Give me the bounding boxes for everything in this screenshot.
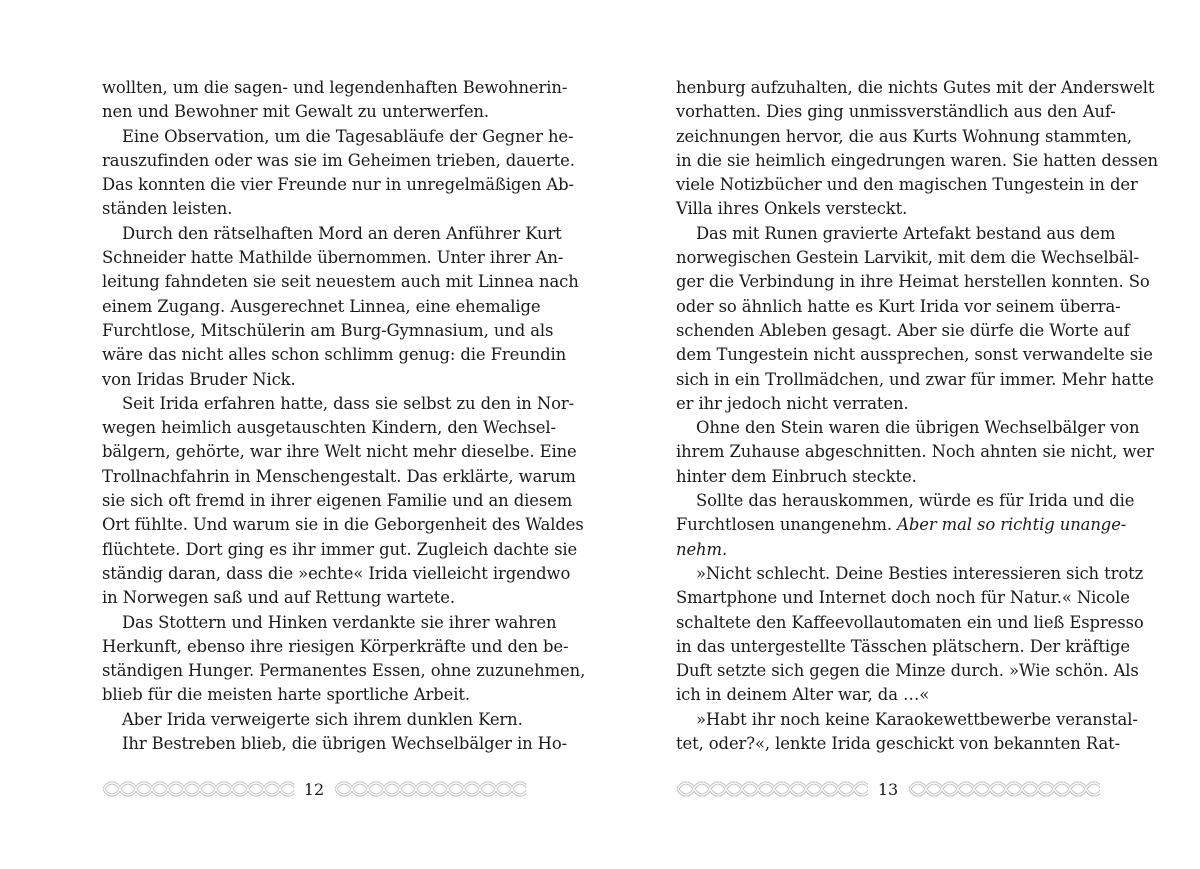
- text-segment: einem Zugang. Ausgerechnet Linnea, eine ehemalige: [102, 296, 541, 316]
- right-page-text: [676, 76, 1159, 756]
- text-segment: vorhatten. Dies ging unmissverständlich aus den Auf-: [676, 102, 1116, 122]
- italic-text: Aber mal so richtig unange-: [897, 515, 1127, 535]
- text-line: [676, 732, 1121, 756]
- text-line: [676, 125, 1133, 149]
- text-line: [102, 659, 586, 683]
- text-segment: Ort fühlte. Und warum sie in die Geborgenheit des Waldes: [102, 515, 584, 535]
- text-segment: leitung fahndeten sie seit neuestem auch mit Linnea nach: [102, 272, 579, 292]
- text-segment: .: [721, 539, 728, 559]
- text-line: [102, 683, 526, 707]
- ornament-knot-icon: [102, 780, 294, 798]
- ornament-knot-icon: [676, 780, 868, 798]
- text-line: [676, 149, 1159, 173]
- text-segment: ger die Verbindung in ihre Heimat herstellen konnten. So: [676, 272, 1150, 292]
- text-segment: nen und Bewohner mit Gewalt zu unterwerfen.: [102, 102, 489, 122]
- text-line: [676, 173, 1138, 197]
- text-line: [676, 319, 1130, 343]
- text-segment: Ohne den Stein waren die übrigen Wechselbälger von: [696, 418, 1140, 438]
- text-line: [676, 489, 1135, 513]
- text-line: [676, 270, 1150, 294]
- text-line: [676, 76, 1155, 100]
- text-line: [676, 538, 1100, 562]
- text-line: [676, 416, 1140, 440]
- text-segment: »Habt ihr noch keine Karaokewettbewerbe veranstal-: [696, 709, 1138, 729]
- text-line: [102, 149, 575, 173]
- text-segment: Herkunft, ebenso ihre riesigen Körperkräfte und den be-: [102, 636, 569, 656]
- text-segment: dem Tungestein nicht aussprechen, sonst verwandelte sie: [676, 345, 1153, 365]
- text-line: [676, 513, 1127, 537]
- text-line: [102, 513, 584, 537]
- text-segment: bälgern, gehörte, war ihre Welt nicht mehr dieselbe. Eine: [102, 442, 577, 462]
- text-segment: Furchtlosen unangenehm.: [676, 515, 898, 535]
- italic-text: nehm: [676, 539, 722, 559]
- text-segment: »Nicht schlecht. Deine Besties interessieren sich trotz: [696, 563, 1144, 583]
- text-line: [676, 440, 1154, 464]
- text-segment: Villa ihres Onkels versteckt.: [676, 199, 908, 219]
- text-line: [102, 538, 578, 562]
- page-number: 12: [303, 779, 325, 799]
- text-segment: oder so ähnlich hatte es Kurt Irida vor seinem überra-: [676, 296, 1121, 316]
- text-line: [676, 708, 1138, 732]
- text-segment: Seit Irida erfahren hatte, dass sie selbst zu den in Nor-: [122, 393, 575, 413]
- text-segment: ihrem Zuhause abgeschnitten. Noch ahnten sie nicht, wer: [676, 442, 1154, 462]
- text-segment: wegen heimlich ausgetauschten Kindern, den Wechsel-: [102, 418, 556, 438]
- right-page-footer: [676, 777, 1100, 801]
- ornament-knot-icon: [334, 780, 526, 798]
- text-segment: rauszufinden oder was sie im Geheimen trieben, dauerte.: [102, 150, 575, 170]
- text-line: [676, 222, 1116, 246]
- text-line: [102, 319, 554, 343]
- text-segment: Ihr Bestreben blieb, die übrigen Wechselbälger in Ho-: [122, 734, 568, 754]
- text-line: [102, 489, 573, 513]
- text-segment: er ihr jedoch nicht verraten.: [676, 393, 909, 413]
- text-segment: Furchtlose, Mitschülerin am Burg-Gymnasium, und als: [102, 320, 554, 340]
- text-segment: schaltete den Kaffeevollautomaten ein und ließ Espresso: [676, 612, 1144, 632]
- text-segment: Sollte das herauskommen, würde es für Irida und die: [696, 491, 1135, 511]
- text-segment: tet, oder?«, lenkte Irida geschickt von bekannten Rat-: [676, 734, 1121, 754]
- text-line: [676, 611, 1144, 635]
- text-line: [102, 246, 564, 270]
- text-segment: hinter dem Einbruch steckte.: [676, 466, 917, 486]
- text-segment: Durch den rätselhaften Mord an deren Anführer Kurt: [122, 223, 562, 243]
- text-line: [102, 270, 579, 294]
- text-line: [676, 683, 1100, 707]
- text-line: [102, 611, 557, 635]
- text-line: [676, 368, 1154, 392]
- text-segment: ständen leisten.: [102, 199, 233, 219]
- text-segment: Trollnachfahrin in Menschengestalt. Das erklärte, warum: [102, 466, 576, 486]
- text-segment: wollten, um die sagen- und legendenhaften Bewohnerin-: [102, 78, 568, 97]
- text-segment: in Norwegen saß und auf Rettung wartete.: [102, 588, 455, 608]
- text-line: [102, 465, 576, 489]
- text-segment: ständig daran, dass die »echte« Irida vielleicht irgendwo: [102, 563, 571, 583]
- text-line: [676, 635, 1131, 659]
- text-line: [102, 586, 526, 610]
- text-line: [676, 246, 1140, 270]
- text-segment: schenden Ableben gesagt. Aber sie dürfe die Worte auf: [676, 320, 1130, 340]
- text-line: [102, 343, 567, 367]
- text-segment: in das untergestellte Tässchen plätschern. Der kräftige: [676, 636, 1131, 656]
- text-line: [102, 562, 571, 586]
- left-page-footer: [102, 777, 526, 801]
- text-line: [102, 440, 577, 464]
- text-line: [676, 197, 1100, 221]
- text-line: [676, 465, 1100, 489]
- text-line: [102, 173, 574, 197]
- text-line: [102, 368, 526, 392]
- text-line: [102, 125, 574, 149]
- text-segment: Eine Observation, um die Tagesabläufe der Gegner he-: [122, 126, 574, 146]
- text-line: [676, 562, 1144, 586]
- text-line: [102, 635, 569, 659]
- text-line: [676, 392, 1100, 416]
- text-segment: ständigen Hunger. Permanentes Essen, ohne zuzunehmen,: [102, 661, 586, 681]
- text-segment: wäre das nicht alles schon schlimm genug: die Freundin: [102, 345, 567, 365]
- text-line: [102, 76, 568, 100]
- text-line: [676, 100, 1116, 124]
- text-segment: zeichnungen hervor, die aus Kurts Wohnung stammten,: [676, 126, 1133, 146]
- text-line: [102, 295, 541, 319]
- text-segment: sie sich oft fremd in ihrer eigenen Familie und an diesem: [102, 491, 573, 511]
- text-line: [676, 586, 1130, 610]
- left-page-text: [102, 76, 586, 756]
- text-segment: Das mit Runen gravierte Artefakt bestand aus dem: [696, 223, 1116, 243]
- text-segment: ich in deinem Alter war, da …«: [676, 685, 930, 705]
- text-segment: norwegischen Gestein Larvikit, mit dem die Wechselbäl-: [676, 248, 1140, 268]
- text-line: [102, 416, 556, 440]
- text-segment: Aber Irida verweigerte sich ihrem dunklen Kern.: [122, 709, 523, 729]
- text-segment: Das Stottern und Hinken verdankte sie ihrer wahren: [122, 612, 557, 632]
- text-segment: flüchtete. Dort ging es ihr immer gut. Zugleich dachte sie: [102, 539, 578, 559]
- text-segment: Schneider hatte Mathilde übernommen. Unter ihrer An-: [102, 248, 564, 268]
- text-line: [102, 392, 575, 416]
- text-segment: von Iridas Bruder Nick.: [102, 369, 296, 389]
- ornament-knot-icon: [908, 780, 1100, 798]
- text-segment: Duft setzte sich gegen die Minze durch. »Wie schön. Als: [676, 661, 1139, 681]
- text-line: [102, 197, 526, 221]
- page-number: 13: [877, 779, 899, 799]
- text-line: [102, 732, 568, 756]
- text-line: [102, 222, 562, 246]
- text-line: [676, 343, 1153, 367]
- text-segment: in die sie heimlich eingedrungen waren. Sie hatten dessen: [676, 150, 1159, 170]
- text-segment: blieb für die meisten harte sportliche Arbeit.: [102, 685, 470, 705]
- text-segment: Smartphone und Internet doch noch für Natur.« Nicole: [676, 588, 1130, 608]
- text-line: [676, 659, 1139, 683]
- text-segment: viele Notizbücher und den magischen Tungestein in der: [676, 175, 1138, 195]
- text-line: [102, 708, 526, 732]
- text-segment: sich in ein Trollmädchen, und zwar für immer. Mehr hatte: [676, 369, 1154, 389]
- text-segment: Das konnten die vier Freunde nur in unregelmäßigen Ab-: [102, 175, 574, 195]
- text-line: [102, 100, 526, 124]
- text-segment: henburg aufzuhalten, die nichts Gutes mit der Anderswelt: [676, 78, 1155, 97]
- text-line: [676, 295, 1121, 319]
